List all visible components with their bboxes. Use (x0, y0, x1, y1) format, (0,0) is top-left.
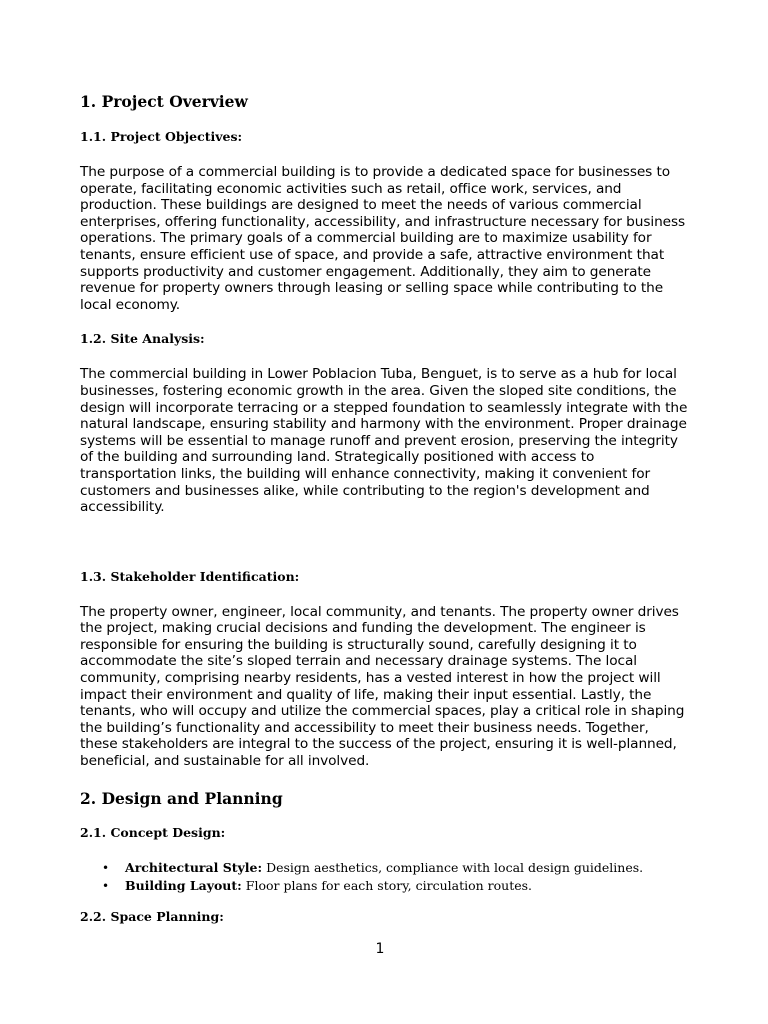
list-item (80, 859, 690, 877)
subsection-heading-concept-design: 2.1. Concept Design: (80, 824, 226, 840)
list-item-text: Floor plans for each story, circulation routes. (241, 877, 533, 893)
section-heading-design-and-planning: 2. Design and Planning (80, 788, 283, 808)
bullet-icon: • (102, 860, 110, 875)
subsection-heading-project-objectives: 1.1. Project Objectives: (80, 129, 243, 144)
paragraph-project-objectives: The purpose of a commercial building is to provide a dedicated space for businesses to operate, facilitating economic activities such as retail, office work, services, and production. These buildings are designed to meet the needs of various commercial enterprises, offering functionality, accessibility, and infrastructure necessary for business operations. The primary goals of a commercial building are to maximize usability for tenants, ensure efficient use of space, and provide a safe, attractive environment that supports productivity and customer engagement. Additionally, they aim to generate revenue for property owners through leasing or selling space while contributing to the local economy. (80, 164, 686, 313)
subsection-heading-stakeholder-identification: 1.3. Stakeholder Identification: (80, 568, 300, 584)
concept-design-list (80, 859, 690, 895)
list-item (80, 877, 690, 895)
list-item-text: Design aesthetics, compliance with local design guidelines. (262, 859, 644, 875)
list-item-label: Building Layout: (125, 877, 242, 893)
section-heading-project-overview: 1. Project Overview (80, 92, 248, 111)
subsection-heading-site-analysis: 1.2. Site Analysis: (80, 331, 205, 347)
paragraph-stakeholder-identification: The property owner, engineer, local community, and tenants. The property owner drives the project, making crucial decisions and funding the development. The engineer is responsible for ensuring the building is structurally sound, carefully designing it to accommodate the site’s sloped terrain and necessary drainage systems. The local community, comprising nearby residents, has a vested interest in how the project will impact their environment and quality of life, making their input essential. Lastly, the tenants, who will occupy and utilize the commercial spaces, play a critical role in shaping the building’s functionality and accessibility to meet their business needs. Together, these stakeholders are integral to the success of the project, ensuring it is well-planned, beneficial, and sustainable for all involved. (80, 603, 685, 770)
document-body (80, 90, 690, 925)
paragraph-site-analysis: The commercial building in Lower Poblacion Tuba, Benguet, is to serve as a hub for local businesses, fostering economic growth in the area. Given the sloped site conditions, the design will incorporate terracing or a stepped foundation to seamlessly integrate with the natural landscape, ensuring stability and harmony with the environment. Proper drainage systems will be essential to manage runoff and prevent erosion, preserving the integrity of the building and surrounding land. Strategically positioned with access to transportation links, the building will enhance connectivity, making it convenient for customers and businesses alike, while contributing to the region's development and accessibility. (80, 366, 688, 516)
subsection-heading-space-planning: 2.2. Space Planning: (80, 908, 224, 924)
list-item-label: Architectural Style: (125, 859, 263, 875)
bullet-icon: • (102, 878, 110, 893)
page-number: 1 (375, 941, 385, 957)
